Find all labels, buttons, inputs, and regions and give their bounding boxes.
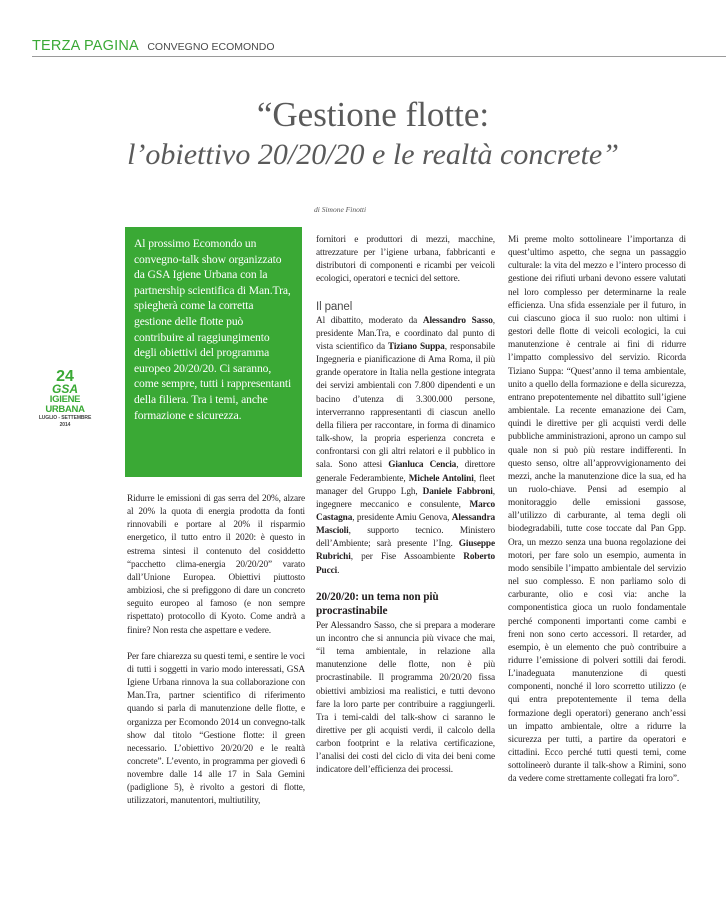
paragraph: Per Alessandro Sasso, che si prepara a moderare un incontro che si annuncia più vivace che mai, “il tema ambientale, in relazione alla manutenzione delle flotte, non è più procrastinabile. Il programma 20/20/20 fissa obiettivi ambiziosi ma realistici, e tutti devono fare la loro parte per contribuire a raggiungerli. Tra i temi-caldi del talk-show ci saranno le direttive per gli acquisti verdi, il calcolo della carbon footprint e la relativa certificazione, l’analisi dei costi del ciclo di vita dei beni come indicatore dell’efficienza dei processi. bbox=[316, 620, 495, 776]
person-name: Daniele Fabbroni bbox=[422, 486, 493, 497]
subheading-panel: Il panel bbox=[316, 300, 353, 313]
person-name: Gianluca Cencia bbox=[388, 460, 457, 471]
paragraph: Per fare chiarezza su questi temi, e sentire le voci di tutti i soggetti in vario modo interessati, GSA Igiene Urbana rinnova la sua collaborazione con Man.Tra, partner scientifico di riferimento quando si parla di manutenzione delle flotte, e organizza per Ecomondo 2014 un convegno-talk show dal titolo “Gestione flotte: il green necessario. L’obiettivo 20/20/20 e le realtà concrete”. L’evento, in programma per giovedì 6 novembre dalle 14 alle 17 in Sala Gemini (padiglione 5), è rivolto a gestori di flotte, utilizzatori, manutentori, multiutility, bbox=[127, 651, 305, 807]
page-header bbox=[32, 37, 275, 55]
title-line-1: “Gestione flotte: bbox=[256, 95, 490, 134]
subheading-202020: 20/20/20: un tema non più procrastinabile bbox=[316, 590, 439, 617]
title-line-2: l’obiettivo 20/20/20 e le realtà concrete” bbox=[127, 138, 619, 171]
paragraph: Ridurre le emissioni di gas serra del 20%, alzare al 20% la quota di energia prodotta da fonti rinnovabili e portare al 20% il risparmio energetico, il tutto entro il 2020: è questo in estrema sintesi il contenuto del cosiddetto “pacchetto clima-energia 20/20/20” varato dall’Unione Europea. Obiettivi piuttosto ambiziosi, che si prefiggono di dare un concreto seguito europeo al famoso (e non sempre rispettato) protocollo di Kyoto. Come andrà a finire? Non resta che aspettare e vedere. bbox=[127, 494, 305, 636]
person-name: Giuseppe Rubrichi bbox=[316, 539, 495, 563]
article-column-2 bbox=[316, 234, 495, 778]
article-column-3 bbox=[508, 234, 686, 787]
article-title bbox=[0, 95, 726, 175]
magazine-name: IGIENE URBANA bbox=[45, 394, 85, 415]
article-column-1 bbox=[127, 493, 305, 809]
person-name: Tiziano Suppa bbox=[388, 341, 445, 352]
page-number: 24 bbox=[56, 368, 74, 385]
subsection-label: CONVEGNO ECOMONDO bbox=[147, 41, 275, 53]
magazine-badge bbox=[34, 369, 96, 429]
magazine-logo: GSA bbox=[51, 382, 78, 396]
person-name: Roberto Pucci bbox=[316, 552, 495, 576]
header-divider bbox=[32, 56, 726, 57]
person-name: Marco Castagna bbox=[316, 499, 495, 523]
section-label: TERZA PAGINA bbox=[32, 38, 139, 54]
byline: di Simone Finotti bbox=[314, 205, 367, 214]
person-name: Alessandro Sasso bbox=[422, 315, 493, 326]
paragraph: Al dibattito, moderato da Alessandro Sasso, presidente Man.Tra, e coordinato dal punto di vista scientifico da Tiziano Suppa, responsabile Ingegneria e pianificazione di Ama Roma, il più grande operatore in Italia nella gestione integrata dei servizi ambientali con 7.800 dipendenti e un bacino d’utenza di 3.300.000 persone, interverranno rappresentanti di ciascun anello della filiera per raccontare, in forma di dinamico talk-show, la propria esperienza concreta e confrontarsi con gli altri relatori e il pubblico in sala. Sono attesi Gianluca Cencia, direttore generale Federambiente, Michele Antolini, fleet manager del Gruppo Lgh, Daniele Fabbroni, ingegnere meccanico e consulente, Marco Castagna, presidente Amiu Genova, Alessandra Mascioli, supporto tecnico. Ministero dell’Ambiente; sarà presente l’Ing. Giuseppe Rubrichi, per Fise Assoambiente Roberto Pucci. bbox=[316, 315, 496, 576]
paragraph: fornitori e produttori di mezzi, macchine, attrezzature per l’igiene urbana, fabbricanti e distributori di componenti e ricambi per veicoli ecologici, operatori e tecnici del settore. bbox=[316, 235, 495, 285]
lead-box: Al prossimo Ecomondo un convegno-talk show organizzato da GSA Igiene Urbana con la partnership scientifica di Man.Tra, spiegherà come la corretta gestione delle flotte può contribuire al raggiungimento degli obiettivi del programma europeo 20/20/20. Ci saranno, come sempre, tutti i rappresentanti della filiera. Tra i temi, anche formazione e sicurezza. bbox=[125, 227, 302, 477]
person-name: Michele Antolini bbox=[408, 473, 474, 484]
paragraph: Mi preme molto sottolineare l’importanza di quest’ultimo aspetto, che segna un passaggio culturale: la vita del mezzo e l’intero processo di gestione dei rifiuti urbani devono essere valutati nel loro complesso per determinarne la reale efficienza. Una sfida essenziale per il futuro, in cui ciascuno gioca il suo ruolo: non ultimi i gestori delle flotte di veicoli ecologici, la cui manutenzione è centrale ai fini di ridurre l’impatto complessivo del servizio. Ricorda Tiziano Suppa: “Quest’anno il tema ambientale, unito a quello della formazione e della sicurezza, entrano prepotentemente nel dibattito sull’igiene ambientale. La recente emanazione dei Cam, quindi le direttive per gli acquisti verdi delle pubbliche amministrazioni, aprono un campo sul quale non si può più restare indifferenti. In questo senso, oltre all’approvvigionamento dei mezzi, anche la manutenzione dice la sua, ed ha un ruolo-chiave. Pensi ad esempio al monitoraggio delle emissioni gassose, all’utilizzo di carburante, al tema degli oli biodegradabili, tutte cose toccate dal Pan Gpp. Ora, un mezzo senza una buona regolazione dei motori, per fare solo un esempio, aumenta in modo sensibile l’impatto ambientale del servizio nel suo complesso. E non parliamo solo di carburante, olio e così via: anche la componentistica gioca un ruolo fondamentale perché componenti importanti come cambi e freni non sono certo accessori. Il retarder, ad esempio, è un elemento che può contribuire a ridurre l’emissione di polveri sottili dai ferodi. L’inadeguata manutenzione di questi componenti, nonché il loro scorretto utilizzo (e qui entra prepotentemente il tema della formazione degli operatori) generano anch’essi un impatto ambientale, oltre a ridurre la sicurezza per tutti, a partire da operatori e cittadini. Ecco perché tutti questi temi, come sottolineerò durante il talk-show a Rimini, sono da vedere come strettamente collegati fra loro”. bbox=[508, 235, 686, 785]
issue-date: LUGLIO - SETTEMBRE 2014 bbox=[38, 415, 92, 428]
person-name: Alessandra Mascioli bbox=[316, 512, 495, 537]
